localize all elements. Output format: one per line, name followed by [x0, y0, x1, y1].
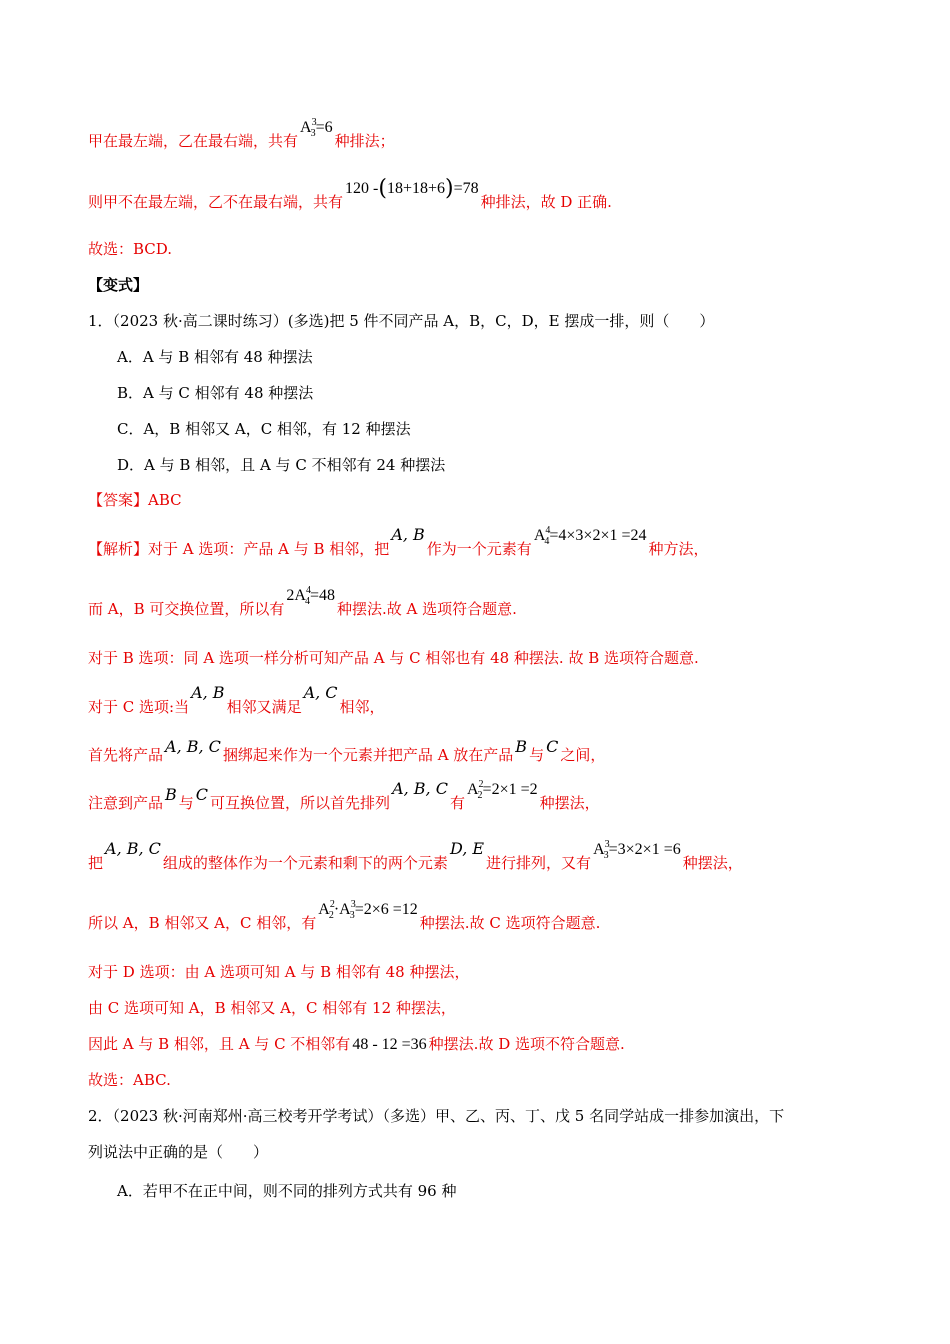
- answer-line: 【答案】ABC: [88, 491, 182, 509]
- formula: A, B: [191, 683, 225, 702]
- formula: 120 -(18+18+6)=78: [345, 176, 479, 201]
- analysis-line-10: 由 C 选项可知 A，B 相邻又 A，C 相邻有 12 种摆法，: [88, 999, 456, 1017]
- analysis-line-7: 把A, B, C组成的整体作为一个元素和剩下的两个元素D, E进行排列，又有$A^3_3=3\times 2\times 1 =6$种摆法，: [88, 839, 743, 872]
- solution-line-2: [88, 176, 612, 213]
- formula: C: [195, 785, 209, 804]
- option-1c: C．A，B 相邻又 A，C 相邻，有 12 种摆法: [117, 420, 411, 438]
- option-2a: A．若甲不在正中间，则不同的排列方式共有 96 种: [117, 1182, 457, 1200]
- text: 则甲不在最左端，乙不在最右端，共有: [88, 193, 344, 211]
- analysis-line-5: 首先将产品 A, B, C 捆绑起来作为一个元素并把产品 A 放在产品 B 与 C 之间，: [88, 737, 606, 764]
- formula: A, C: [303, 683, 338, 702]
- analysis-line-8: 所以 A，B 相邻又 A，C 相邻，有$A^2_2\cdot A^3_3=2\times 6 =12$种摆法.故 C 选项符合题意.: [88, 899, 601, 932]
- formula: $A^3_3=3\times 2\times 1 =6$: [593, 839, 681, 861]
- question-1: 1．（2023 秋·高二课时练习）(多选)把 5 件不同产品 A，B，C，D，E 摆成一排，则（ ）: [88, 312, 715, 330]
- variant-heading: 【变式】: [88, 276, 149, 294]
- text: 种排法；: [334, 132, 395, 150]
- formula: 48 - 12 =36: [352, 1036, 427, 1053]
- text: 种排法，故 D 正确.: [480, 193, 612, 211]
- formula: D, E: [449, 839, 485, 858]
- question-2-cont: 列说法中正确的是（ ）: [88, 1143, 269, 1161]
- final-choice-1: 故选：BCD.: [88, 240, 173, 258]
- analysis-line-6: 注意到产品 B 与 C 可互换位置，所以首先排列A, B, C有$A^2_2=2\times 1 =2$种摆法，: [88, 779, 600, 812]
- option-1a: A．A 与 B 相邻有 48 种摆法: [117, 348, 313, 366]
- formula: A, B: [391, 525, 425, 544]
- formula: A, B, C: [392, 779, 448, 798]
- text: 甲在最左端，乙在最右端，共有: [88, 132, 299, 150]
- analysis-line-11: 因此 A 与 B 相邻，且 A 与 C 不相邻有 48 - 12 =36 种摆法.故 D 选项不符合题意.: [88, 1035, 625, 1053]
- formula: B: [515, 737, 528, 756]
- solution-line-1: [88, 117, 395, 154]
- formula: $A^2_2\cdot A^3_3=2\times 6 =12$: [318, 899, 418, 921]
- formula: $A^4_4=4\times 3\times 2\times 1 =24$: [533, 525, 647, 547]
- analysis-line-2: 而 A，B 可交换位置，所以有$2A^4_4=48$种摆法.故 A 选项符合题意.: [88, 585, 517, 618]
- option-1d: D．A 与 B 相邻，且 A 与 C 不相邻有 24 种摆法: [117, 456, 446, 474]
- question-2: 2．（2023 秋·河南郑州·高三校考开学考试）（多选）甲、乙、丙、丁、戊 5 名同学站成一排参加演出，下: [88, 1107, 785, 1125]
- formula: A, B, C: [105, 839, 161, 858]
- final-choice-2: 故选：ABC.: [88, 1071, 171, 1089]
- formula: A, B, C: [165, 737, 221, 756]
- option-1b: B．A 与 C 相邻有 48 种摆法: [117, 384, 314, 402]
- formula: $2A^4_4=48$: [286, 585, 335, 607]
- formula: $A^3_3=6$: [300, 117, 333, 139]
- formula: $A^2_2=2\times 1 =2$: [466, 779, 538, 801]
- analysis-line-4: 对于 C 选项:当A, B相邻又满足A, C相邻，: [88, 683, 385, 716]
- formula: B: [165, 785, 177, 804]
- analysis-line-9: 对于 D 选项：由 A 选项可知 A 与 B 相邻有 48 种摆法，: [88, 963, 470, 981]
- formula: C: [546, 737, 559, 756]
- analysis-line-1: 【解析】对于 A 选项：产品 A 与 B 相邻，把A, B作为一个元素有$A^4_4=4\times 3\times 2\times 1 =24$种方法，: [88, 525, 709, 558]
- analysis-line-3: 对于 B 选项：同 A 选项一样分析可知产品 A 与 C 相邻也有 48 种摆法. 故 B 选项符合题意.: [88, 649, 699, 667]
